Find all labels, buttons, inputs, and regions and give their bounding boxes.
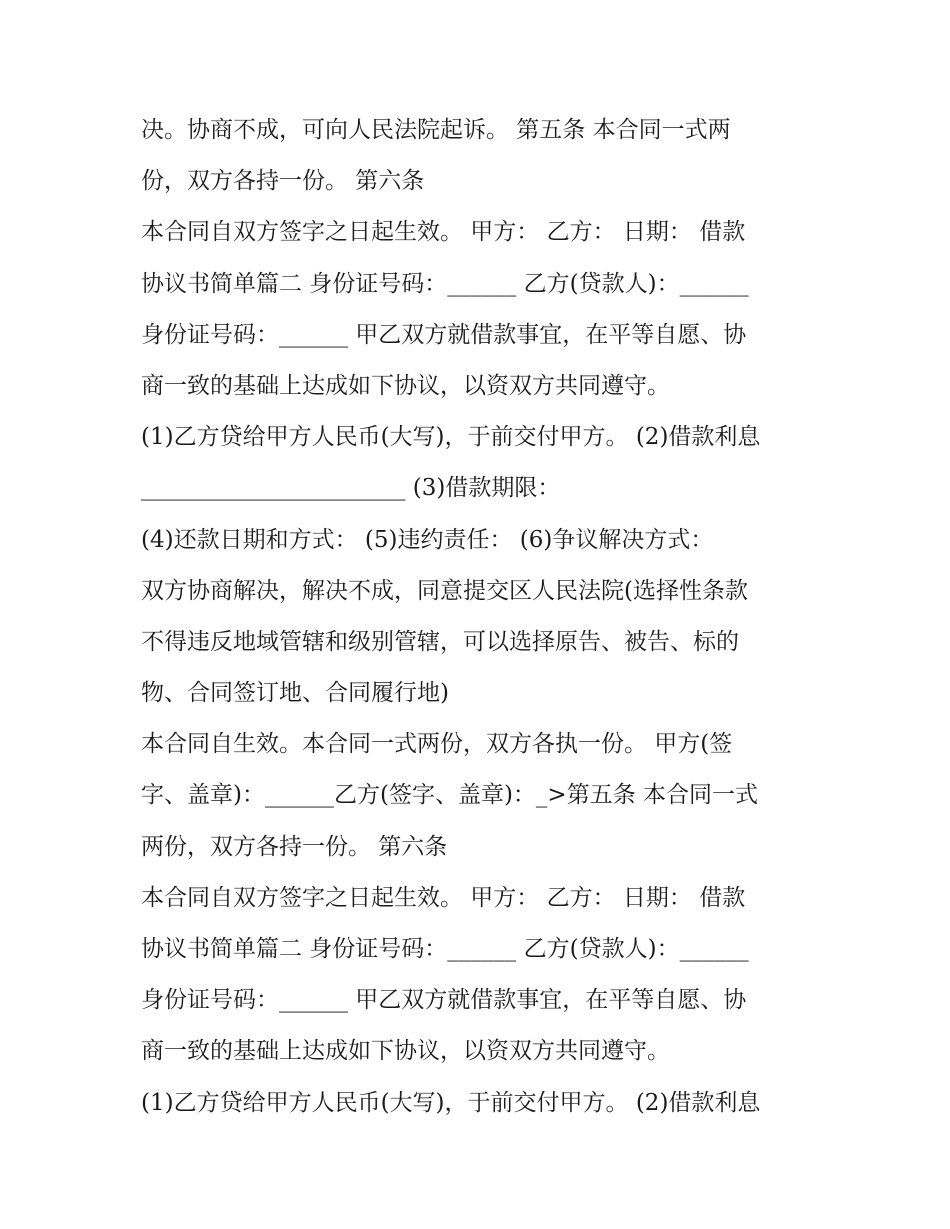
text-line: 决。协商不成，可向人民法院起诉。 第五条 本合同一式两: [141, 117, 731, 143]
text-line: 本合同自双方签字之日起生效。 甲方： 乙方： 日期： 借款: [141, 219, 746, 246]
text-line: 物、合同签订地、合同履行地): [141, 680, 449, 707]
text-line: 本合同自双方签字之日起生效。 甲方： 乙方： 日期： 借款: [141, 884, 746, 911]
document-body: [141, 105, 811, 1129]
text-line: 本合同自生效。本合同一式两份，双方各执一份。 甲方(签: [141, 731, 733, 758]
text-line: (1)乙方贷给甲方人民币(大写)，于前交付甲方。 (2)借款利息: [141, 1089, 761, 1116]
text-line: 份，双方各持一份。 第六条: [141, 168, 425, 195]
text-line: 商一致的基础上达成如下协议，以资双方共同遵守。: [141, 372, 670, 399]
text-line: 不得违反地域管辖和级别管辖，可以选择原告、被告、标的: [141, 628, 739, 655]
text-line: (4)还款日期和方式： (5)违约责任： (6)争议解决方式：: [141, 526, 714, 553]
text-line: _______________________ (3)借款期限：: [141, 475, 561, 502]
text-line: 双方协商解决，解决不成，同意提交区人民法院(选择性条款: [141, 577, 748, 604]
text-line: 两份，双方各持一份。 第六条: [141, 833, 448, 860]
text-line: 协议书简单篇二 身份证号码：______ 乙方(贷款人)：______: [141, 270, 749, 297]
text-line: 身份证号码：______ 甲乙双方就借款事宜，在平等自愿、协: [141, 321, 747, 348]
text-line: (1)乙方贷给甲方人民币(大写)，于前交付甲方。 (2)借款利息: [141, 424, 761, 451]
text-line: 身份证号码：______ 甲乙双方就借款事宜，在平等自愿、协: [141, 987, 747, 1014]
text-line: 字、盖章)：______乙方(签字、盖章)：_>第五条 本合同一式: [141, 782, 759, 809]
text-line: 协议书简单篇二 身份证号码：______ 乙方(贷款人)：______: [141, 936, 749, 962]
text-line: 商一致的基础上达成如下协议，以资双方共同遵守。: [141, 1038, 670, 1065]
